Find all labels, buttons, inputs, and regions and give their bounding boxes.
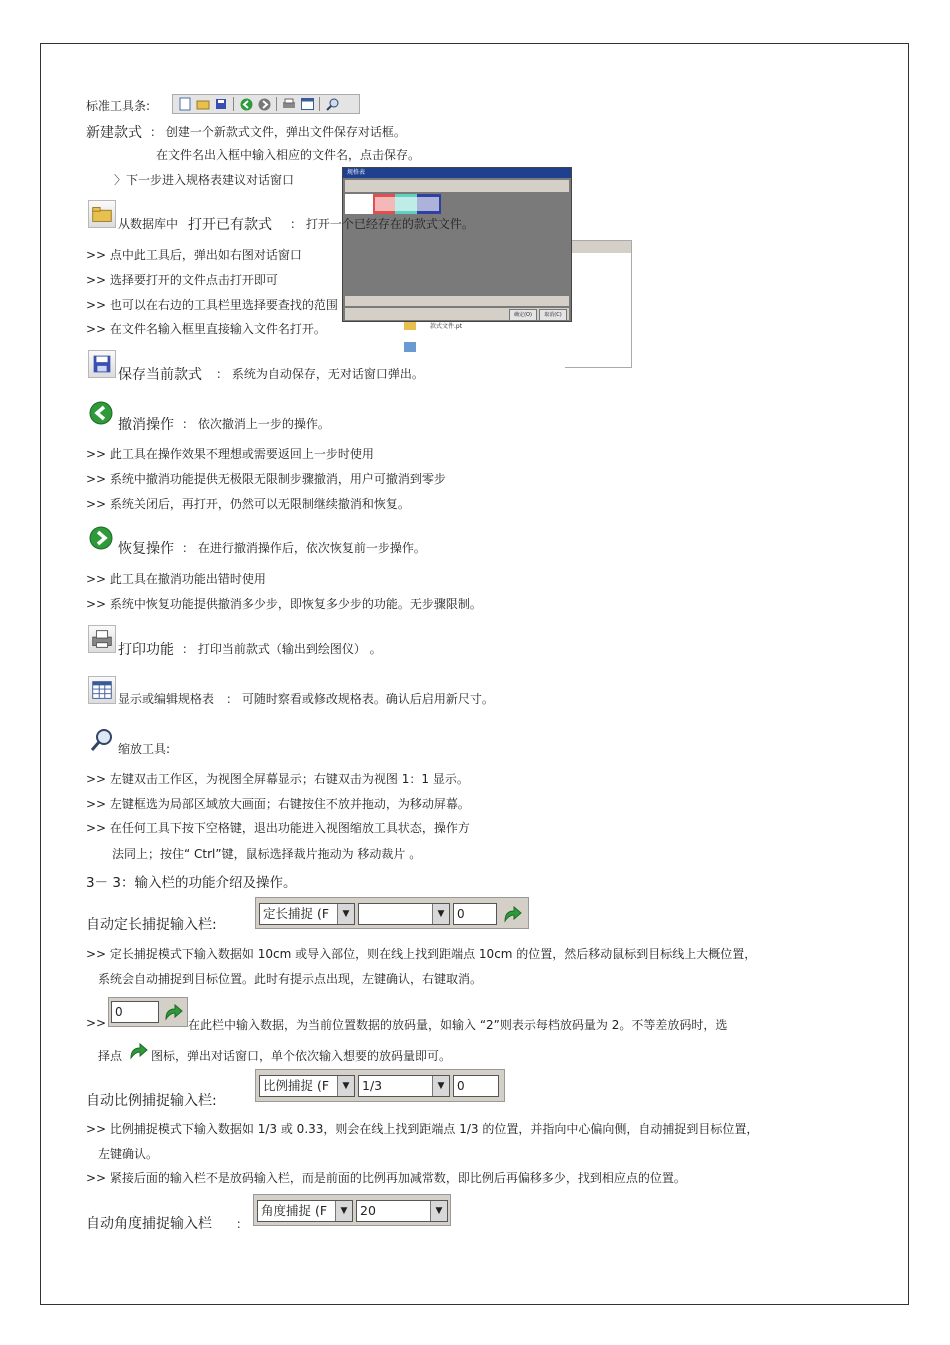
spec-title: 显示或编辑规格表 (118, 692, 215, 706)
ratio-line-3: >> 紧接后面的输入栏不是放码输入栏，而是前面的比例再加减常数，即比例后再偏移多少，找到相应点的位置。 (86, 1171, 686, 1185)
chevron-down-icon: ▼ (337, 904, 354, 924)
zoom-icon (88, 726, 116, 754)
zoom-title: 缩放工具: (118, 742, 171, 756)
angle-value: 20 (360, 1203, 376, 1218)
new-desc: ： 创建一个新款式文件，弹出文件保存对话框。 (150, 125, 406, 139)
angle-mode-select[interactable] (257, 1200, 353, 1222)
chevron-down-icon: ▼ (337, 1076, 354, 1096)
dialog-cancel-button[interactable]: 取消(C) (539, 309, 567, 321)
file-dialog-backdrop (565, 240, 632, 368)
open-folder-icon[interactable] (195, 96, 211, 112)
fixed-line-1: >> 定长捕捉模式下输入数据如 10cm 或导入部位，则在线上找到距端点 10cm 的位置，然后移动鼠标到目标线上大概位置， (86, 947, 757, 961)
new-line3: 〉下一步进入规格表建议对话窗口 (114, 173, 295, 187)
print-icon (88, 625, 116, 653)
angle-label: 自动角度捕捉输入栏 (86, 1216, 212, 1232)
chevron-down-icon: ▼ (335, 1201, 352, 1221)
spec-dialog-screenshot (342, 167, 572, 322)
open-bullet-1: >> 点中此工具后，弹出如右图对话窗口 (86, 248, 302, 262)
angle-value-select[interactable] (356, 1200, 448, 1222)
save-icon (88, 350, 116, 378)
spec-desc: ： 可随时察看或修改规格表。确认后启用新尺寸。 (226, 692, 494, 706)
dialog-file-name: 款式文件.pt (430, 323, 463, 330)
print-desc: ： 打印当前款式（输出到绘图仪） 。 (182, 642, 382, 656)
fixed-length-input[interactable]: 0 (453, 903, 497, 925)
redo-icon (88, 525, 116, 553)
grade-arrow-icon (128, 1040, 150, 1062)
undo-title: 撤消操作 (118, 417, 174, 433)
dialog-ok-button[interactable]: 确定(O) (509, 309, 537, 321)
spec-table-icon (88, 676, 116, 704)
spec-table-icon[interactable] (299, 96, 315, 112)
ease-input-bar (108, 997, 188, 1027)
undo-icon[interactable] (238, 96, 254, 112)
ratio-line-2: 左键确认。 (98, 1147, 159, 1161)
redo-title: 恢复操作 (118, 541, 174, 557)
open-title-b: 打开已有款式 (188, 217, 272, 233)
grade-amount-input[interactable]: 0 (111, 1001, 159, 1023)
new-title: 新建款式 (86, 125, 142, 141)
open-title-a: 从数据库中 (118, 217, 179, 231)
fixed-mode-value: 定长捕捉 (F (263, 906, 330, 921)
ease-text: 在此栏中输入数据，为当前位置数据的放码量，如输入 “2”则表示每档放码量为 2。不等差放码时，选 (188, 1018, 728, 1032)
fixed-line-2: 系统会自动捕捉到目标位置。此时有提示点出现，左键确认，右键取消。 (98, 972, 483, 986)
file-dialog-places (396, 318, 424, 364)
open-bullet-3: >> 也可以在右边的工具栏里选择要查找的范围 (86, 298, 338, 312)
undo-bullet-1: >> 此工具在操作效果不理想或需要返回上一步时使用 (86, 447, 374, 461)
fixed-input-bar (255, 897, 529, 929)
open-desc: ： 打开一个已经存在的款式文件。 (290, 217, 474, 231)
ease-text-2: 图标，弹出对话窗口，单个依次输入想要的放码量即可。 (151, 1049, 452, 1063)
fixed-mode-select[interactable] (259, 903, 355, 925)
section-heading: 3－ 3：输入栏的功能介绍及操作。 (86, 875, 297, 891)
print-title: 打印功能 (118, 642, 174, 658)
angle-input-bar (253, 1194, 451, 1226)
ease-prefix: >> (86, 1016, 107, 1030)
zoom-bullet-3: >> 在任何工具下按下空格键，退出功能进入视图缩放工具状态，操作方 (86, 821, 470, 835)
undo-bullet-3: >> 系统关闭后，再打开，仍然可以无限制继续撤消和恢复。 (86, 497, 410, 511)
redo-desc: ： 在进行撤消操作后，依次恢复前一步操作。 (182, 541, 426, 555)
save-icon[interactable] (213, 96, 229, 112)
angle-colon: ： (236, 1217, 249, 1231)
ratio-value-select[interactable] (358, 1075, 450, 1097)
zoom-icon[interactable] (324, 96, 340, 112)
zoom-bullet-3-cont: 法同上；按住“ Ctrl”键，鼠标选择裁片拖动为 移动裁片 。 (112, 847, 422, 861)
ratio-mode-value: 比例捕捉 (F (263, 1078, 330, 1093)
redo-bullet-2: >> 系统中恢复功能提供撤消多少步，即恢复多少步的功能。无步骤限制。 (86, 597, 482, 611)
fixed-label: 自动定长捕捉输入栏: (86, 917, 217, 933)
grade-arrow-icon[interactable] (502, 903, 524, 925)
grade-arrow-icon[interactable] (163, 1001, 185, 1023)
print-icon[interactable] (281, 96, 297, 112)
new-line2: 在文件名出入框中输入相应的文件名，点击保存。 (156, 148, 421, 162)
chevron-down-icon: ▼ (432, 904, 449, 924)
zoom-bullet-2: >> 左键框选为局部区域放大画面；右键按住不放并拖动，为移动屏幕。 (86, 797, 470, 811)
open-bullet-2: >> 选择要打开的文件点击打开即可 (86, 273, 278, 287)
redo-bullet-1: >> 此工具在撤消功能出错时使用 (86, 572, 266, 586)
redo-icon[interactable] (256, 96, 272, 112)
zoom-bullet-1: >> 左键双击工作区，为视图全屏幕显示；右键双击为视图 1：1 显示。 (86, 772, 469, 786)
chevron-down-icon: ▼ (432, 1076, 449, 1096)
ratio-input-bar (255, 1069, 505, 1102)
save-desc: ： 系统为自动保存，无对话窗口弹出。 (216, 367, 424, 381)
ratio-mode-select[interactable] (259, 1075, 355, 1097)
undo-bullet-2: >> 系统中撤消功能提供无极限无限制步骤撤消，用户可撤消到零步 (86, 472, 446, 486)
ratio-value: 1/3 (362, 1078, 383, 1093)
open-folder-icon (88, 200, 116, 228)
ratio-offset-input[interactable]: 0 (453, 1075, 499, 1097)
new-file-icon[interactable] (177, 96, 193, 112)
save-title: 保存当前款式 (118, 367, 202, 383)
dialog-title: 规格表 (343, 168, 571, 178)
toolbar-label: 标准工具条: (86, 99, 151, 113)
ratio-label: 自动比例捕捉输入栏: (86, 1093, 217, 1109)
ratio-line-1: >> 比例捕捉模式下输入数据如 1/3 或 0.33，则会在线上找到距端点 1/3 的位置，并指向中心偏向侧，自动捕捉到目标位置， (86, 1122, 759, 1136)
fixed-part-select[interactable] (358, 903, 450, 925)
standard-toolbar (172, 94, 360, 114)
undo-desc: ： 依次撤消上一步的操作。 (182, 417, 330, 431)
angle-mode-value: 角度捕捉 (F (261, 1203, 328, 1218)
ease-pick: 择点 (98, 1049, 123, 1063)
open-bullet-4: >> 在文件名输入框里直接输入文件名打开。 (86, 322, 326, 336)
undo-icon (88, 400, 116, 428)
chevron-down-icon: ▼ (430, 1201, 447, 1221)
